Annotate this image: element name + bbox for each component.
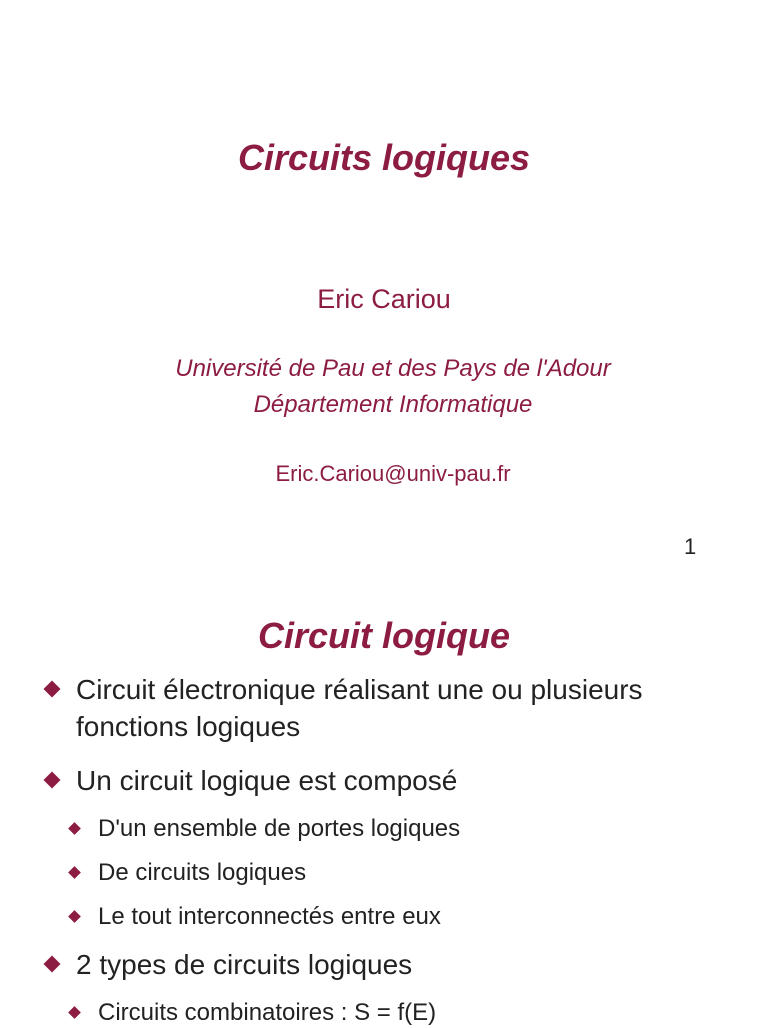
bullet-item	[46, 762, 726, 799]
diamond-bullet-icon	[44, 772, 61, 789]
bullet-text: Circuit électronique réalisant une ou plusieurs fonctions logiques	[76, 674, 643, 742]
bullet-item	[46, 946, 726, 983]
diamond-bullet-icon	[68, 910, 81, 923]
affiliation-university: Université de Pau et des Pays de l'Adour	[175, 355, 611, 382]
diamond-bullet-icon	[68, 866, 81, 879]
sub-bullet-text: Le tout interconnectés entre eux	[98, 903, 441, 930]
page-number: 1	[684, 534, 697, 559]
sub-bullet-text: De circuits logiques	[98, 859, 307, 886]
author-name: Eric Cariou	[317, 284, 451, 314]
sub-bullet-item	[70, 902, 720, 932]
sub-bullet-text: Circuits combinatoires : S = f(E)	[98, 999, 437, 1026]
sub-bullet-item	[70, 858, 720, 888]
diamond-bullet-icon	[44, 681, 61, 698]
bullet-item	[46, 671, 726, 745]
affiliation-department: Département Informatique	[253, 391, 533, 418]
slide-title: Circuit logique	[258, 615, 510, 656]
diamond-bullet-icon	[68, 822, 81, 835]
diamond-bullet-icon	[68, 1006, 81, 1019]
sub-bullet-text: D'un ensemble de portes logiques	[98, 815, 461, 842]
author-email: Eric.Cariou@univ-pau.fr	[275, 461, 511, 486]
bullet-text: 2 types de circuits logiques	[76, 949, 413, 980]
bullet-text: Un circuit logique est composé	[76, 765, 458, 796]
diamond-bullet-icon	[44, 956, 61, 973]
slide-circuit-logique	[0, 580, 768, 1024]
sub-bullet-item	[70, 814, 720, 844]
slide-title: Circuits logiques	[237, 137, 531, 178]
